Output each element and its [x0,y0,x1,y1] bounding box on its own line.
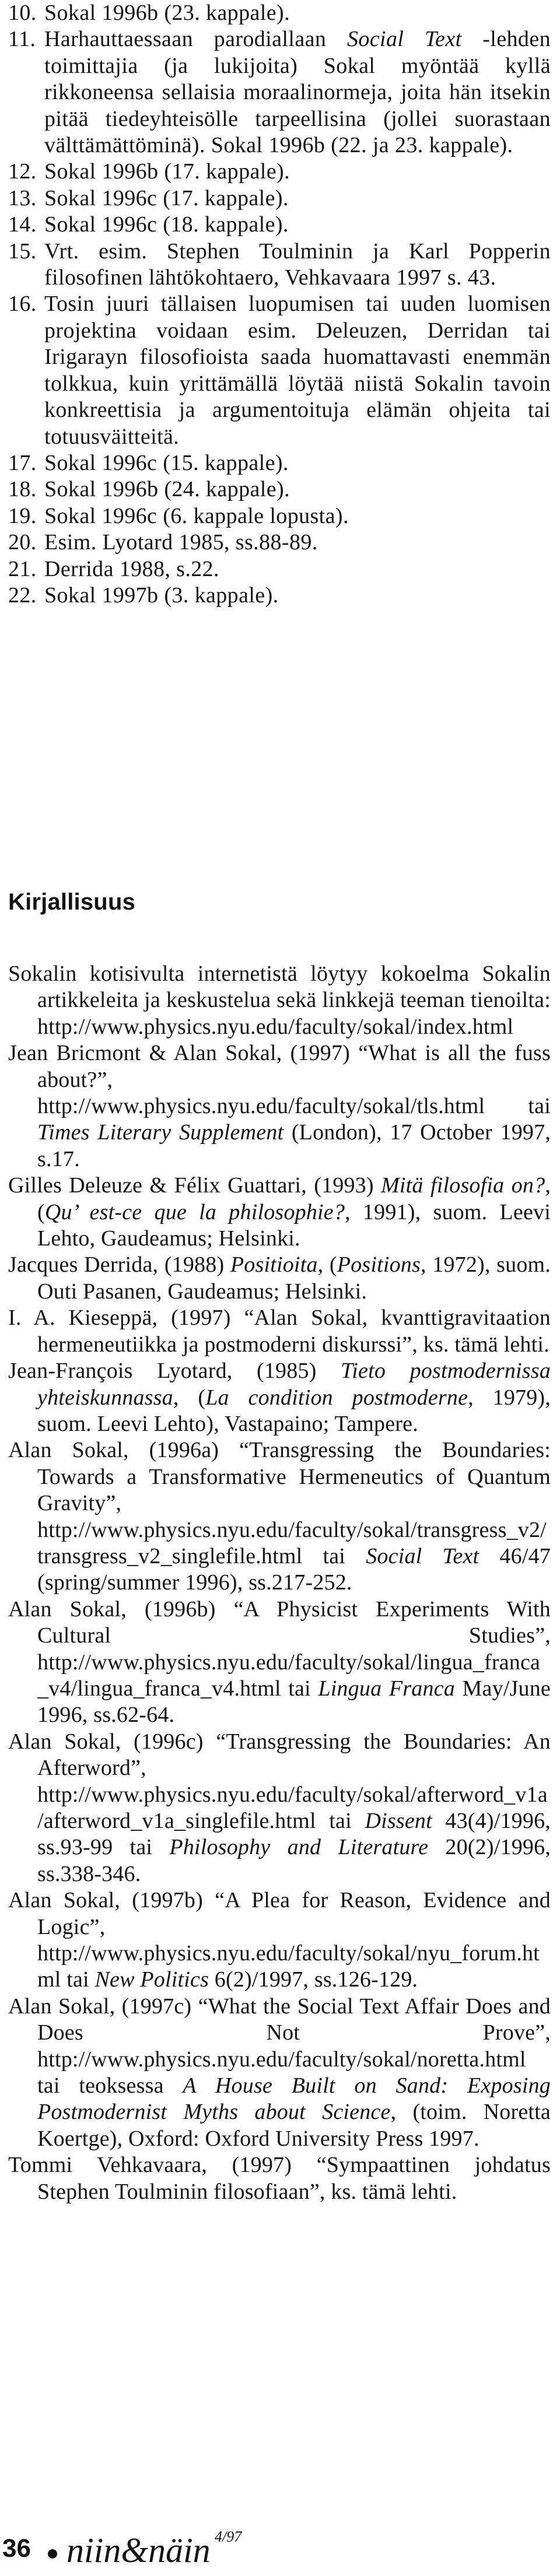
endnote-number: 20. [8,530,37,555]
endnote [8,291,551,450]
section-heading: Kirjallisuus [8,889,136,915]
endnote [8,238,551,292]
bibliography-entry: Alan Sokal, (1997b) “A Plea for Reason, Evidence and Logic”, http://www.physics.nyu.edu/faculty/sokal/nyu_forum.html tai New Politics 6(2)/1997, ss.126-129. [8,1888,551,1992]
endnote-number: 16. [8,292,37,317]
endnote-text: Sokal 1996c (18. kappale). [44,212,289,237]
endnote-text: Sokal 1996c (15. kappale). [44,450,289,475]
endnote [8,582,551,609]
endnote-number: 17. [8,450,37,475]
endnote-text: Sokal 1996b (24. kappale). [44,477,290,502]
endnote-text: Tosin juuri tällaisen luopumisen tai uuden luomisen projektina voidaan esim. Deleuzen, Derridan tai Irigarayn filosofioista saada huomattavasti enemmän tolkkua, kuin yrittämällä löytää niistä Sokalin tavoin konkreettisia ja argumentoituja elämän ohjeita tai totuusväitteitä. [44,292,551,449]
endnote-number: 18. [8,477,37,502]
endnotes-list [8,0,551,609]
endnote-text: Sokal 1997b (3. kappale). [44,582,279,608]
endnote-text: Harhauttaessaan parodiallaan Social Text -lehden toimittajia (ja lukijoita) Sokal myöntää kyllä rikkoneensa sellaisia moraalinormeja, joita hän itsekin pitää tiedeyhteisölle tarpeellisina (jollei suorastaan välttämättöminä). Sokal 1996b (22. ja 23. kappale). [44,27,551,158]
bibliography-entry: Alan Sokal, (1996c) “Transgressing the Boundaries: An Afterword”, http://www.physics.nyu.edu/faculty/sokal/afterword_v1a/afterword_v1a_singlefile.html tai Dissent 43(4)/1996, ss.93-99 tai Philosophy and Literature 20(2)/1996, ss.338-346. [8,1729,551,1886]
endnote-number: 22. [8,582,37,608]
page-footer [2,2525,352,2571]
endnote-number: 13. [8,185,37,210]
endnote-number: 12. [8,159,37,184]
endnote-number: 21. [8,556,37,581]
endnote [8,26,551,159]
endnote-text: Sokal 1996c (6. kappale lopusta). [44,503,349,528]
endnote [8,529,551,556]
bibliography-entry: Jacques Derrida, (1988) Positioita, (Positions, 1972), suom. Outi Pasanen, Gaudeamus; Helsinki. [8,1252,551,1304]
endnote-text: Derrida 1988, s.22. [44,556,219,581]
endnote-text: Sokal 1996c (17. kappale). [44,185,289,210]
bibliography-entry: Gilles Deleuze & Félix Guattari, (1993) Mitä filosofia on?, (Qu’ est-ce que la philosophie?, 1991), suom. Leevi Lehto, Gaudeamus; Helsinki. [8,1173,551,1251]
bibliography-entry: Sokalin kotisivulta internetistä löytyy kokoelma Sokalin artikkeleita ja keskustelua sekä linkkejä teeman tienoilta: http://www.physics.nyu.edu/faculty/sokal/index.html [8,961,551,1039]
bibliography-entry: Alan Sokal, (1996b) “A Physicist Experiments With Cultural Studies”, http://www.physics.nyu.edu/faculty/sokal/lingua_franca_v4/lingua_franca_v4.html tai Lingua Franca May/June 1996, ss.62-64. [8,1596,551,1728]
endnote [8,556,551,582]
bibliography-entry: Jean Bricmont & Alan Sokal, (1997) “What is all the fuss about?”, http://www.physics.nyu.edu/faculty/sokal/tls.html tai Times Literary Supplement (London), 17 October 1997, s.17. [8,1041,551,1171]
endnote [8,476,551,503]
bullet-dot-icon [48,2549,57,2559]
page-number: 36 [2,2534,31,2563]
endnote [8,0,551,26]
endnote-text: Sokal 1996b (17. kappale). [44,159,290,184]
bibliography-entry: Jean-François Lyotard, (1985) Tieto postmodernissa yhteiskunnassa, (La condition postmoderne, 1979), suom. Leevi Lehto), Vastapaino; Tampere. [8,1359,551,1436]
endnote-number: 19. [8,503,37,528]
endnote-number: 15. [8,238,37,264]
bibliography-entry: Alan Sokal, (1996a) “Transgressing the Boundaries: Towards a Transformative Hermeneutics of Quantum Gravity”, http://www.physics.nyu.edu/faculty/sokal/transgress_v2/transgress_v2_singlefile.html tai Social Text 46/47 (spring/summer 1996), ss.217-252. [8,1438,551,1595]
endnote [8,503,551,529]
endnote [8,450,551,476]
bibliography-list [8,961,551,2205]
bibliography-entry: Alan Sokal, (1997c) “What the Social Text Affair Does and Does Not Prove”, http://www.physics.nyu.edu/faculty/sokal/noretta.html tai teoksessa A House Built on Sand: Exposing Postmodernist Myths about Science, (toim. Noretta Koertge), Oxford: Oxford University Press 1997. [8,1994,551,2151]
endnote [8,212,551,238]
endnote-text: Esim. Lyotard 1985, ss.88-89. [44,530,318,555]
endnote-number: 11. [8,27,36,52]
bibliography-entry: I. A. Kieseppä, (1997) “Alan Sokal, kvanttigravitaation hermeneutiikka ja postmoderni diskurssi”, ks. tämä lehti. [8,1305,551,1357]
issue-number: 4/97 [215,2528,242,2545]
endnote-number: 14. [8,212,37,237]
endnote-text: Vrt. esim. Stephen Toulminin ja Karl Popperin filosofinen lähtökohtaero, Vehkavaara 1997 s. 43. [44,238,551,290]
endnote [8,159,551,185]
endnote-number: 10. [8,1,37,25]
endnote [8,185,551,212]
bibliography-entry: Tommi Vehkavaara, (1997) “Sympaattinen johdatus Stephen Toulminin filosofiaan”, ks. tämä lehti. [8,2153,551,2204]
endnote-text: Sokal 1996b (23. kappale). [44,1,290,25]
magazine-logo: niin&näin [66,2531,211,2570]
